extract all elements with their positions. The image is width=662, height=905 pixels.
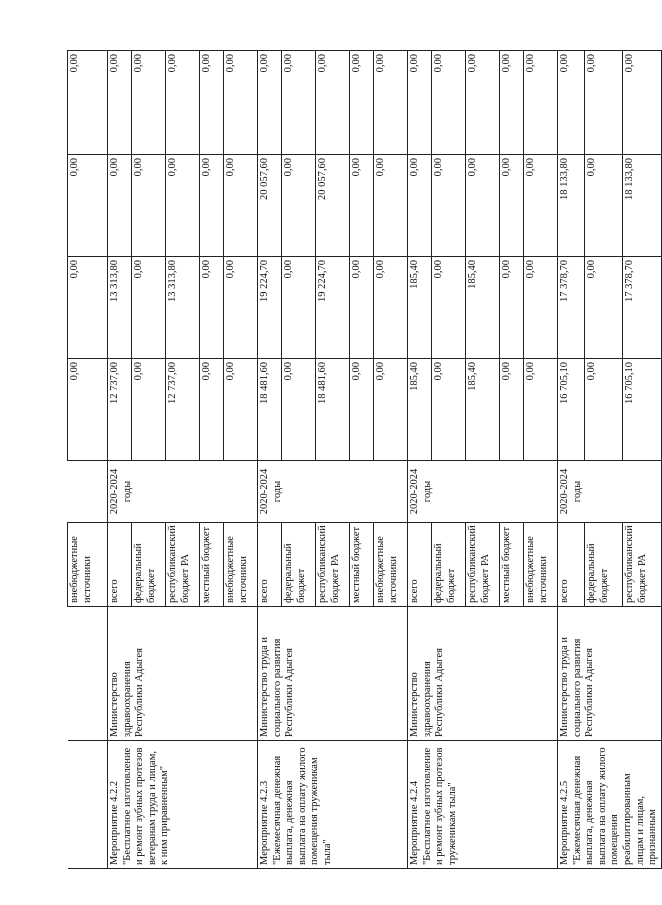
value-cell: 0,00: [224, 359, 258, 461]
value-cell: 0,00: [524, 257, 558, 359]
funding-source: местный бюджет: [200, 523, 224, 607]
value-cell: 0,00: [132, 51, 166, 155]
value-cell: 16 705,10: [558, 359, 585, 461]
value-cell: 18 481,60: [258, 359, 282, 461]
value-cell: 0,00: [282, 155, 316, 257]
value-cell: 0,00: [500, 155, 524, 257]
value-cell: 0,00: [68, 51, 108, 155]
funding-source: внебюджетные источники: [224, 523, 258, 607]
value-cell: 12 737,00: [166, 359, 200, 461]
table-body: [68, 51, 662, 869]
value-cell: 185,40: [408, 257, 432, 359]
value-cell: 0,00: [585, 51, 623, 155]
value-cell: 0,00: [500, 51, 524, 155]
value-cell: 0,00: [200, 359, 224, 461]
funding-source: республиканский бюджет РА: [166, 523, 200, 607]
source-cell: внебюджетные источники: [68, 523, 108, 607]
value-cell: 18 481,60: [316, 359, 350, 461]
value-cell: 0,00: [68, 359, 108, 461]
funding-source: федеральный бюджет: [432, 523, 466, 607]
value-cell: 0,00: [350, 257, 374, 359]
value-cell: 0,00: [224, 257, 258, 359]
value-cell: 0,00: [585, 257, 623, 359]
value-cell: 0,00: [166, 155, 200, 257]
period-cell: 2020-2024 годы: [408, 461, 558, 523]
value-cell: 185,40: [466, 257, 500, 359]
executor-name: Министерство здравоохранения Республики Адыгея: [108, 607, 258, 741]
value-cell: 18 133,80: [558, 155, 585, 257]
period-cell: 2020-2024 годы: [108, 461, 258, 523]
value-cell: 0,00: [432, 359, 466, 461]
funding-source: республиканский бюджет РА: [623, 523, 661, 607]
measure-cell: [68, 741, 108, 869]
measure-title: Мероприятие 4.2.5 "Ежемесячная денежная выплата, денежная выплата на оплату жилого помещения реабилитированным лицам и лицам, признанным: [558, 741, 662, 869]
value-cell: 13 313,80: [166, 257, 200, 359]
executor-name: Министерство труда и социального развития Республики Адыгея: [258, 607, 408, 741]
value-cell: 0,00: [132, 155, 166, 257]
funding-source: федеральный бюджет: [282, 523, 316, 607]
value-cell: 185,40: [466, 359, 500, 461]
value-cell: 17 378,70: [623, 257, 661, 359]
funding-source: внебюджетные источники: [524, 523, 558, 607]
value-cell: 18 133,80: [623, 155, 661, 257]
value-cell: 0,00: [408, 155, 432, 257]
value-cell: 0,00: [585, 155, 623, 257]
value-cell: 0,00: [432, 51, 466, 155]
value-cell: 0,00: [166, 51, 200, 155]
period-cell: 2020-2024 годы: [258, 461, 408, 523]
value-cell: 0,00: [282, 359, 316, 461]
value-cell: 0,00: [466, 51, 500, 155]
funding-source: федеральный бюджет: [132, 523, 166, 607]
table-row: [408, 51, 432, 869]
table-row: [108, 51, 132, 869]
value-cell: 13 313,80: [108, 257, 132, 359]
value-cell: 0,00: [200, 51, 224, 155]
funding-source: внебюджетные источники: [374, 523, 408, 607]
value-cell: 0,00: [200, 257, 224, 359]
table-row: [258, 51, 282, 869]
funding-source: федеральный бюджет: [585, 523, 623, 607]
measure-title: Мероприятие 4.2.4 "Бесплатное изготовление и ремонт зубных протезов труженикам тыла": [408, 741, 558, 869]
funding-source: местный бюджет: [350, 523, 374, 607]
value-cell: 185,40: [408, 359, 432, 461]
value-cell: 0,00: [500, 257, 524, 359]
executor-cell: [68, 607, 108, 741]
value-cell: 0,00: [258, 51, 282, 155]
value-cell: 0,00: [374, 257, 408, 359]
value-cell: 0,00: [466, 155, 500, 257]
value-cell: 0,00: [132, 359, 166, 461]
executor-name: Министерство труда и социального развития Республики Адыгея: [558, 607, 662, 741]
value-cell: 0,00: [524, 155, 558, 257]
funding-source: всего: [258, 523, 282, 607]
funding-source: республиканский бюджет РА: [466, 523, 500, 607]
value-cell: 12 737,00: [108, 359, 132, 461]
value-cell: 0,00: [432, 257, 466, 359]
value-cell: 0,00: [374, 51, 408, 155]
table-row: [558, 51, 585, 869]
value-cell: 0,00: [316, 51, 350, 155]
value-cell: 17 378,70: [558, 257, 585, 359]
value-cell: 0,00: [68, 257, 108, 359]
value-cell: 0,00: [408, 51, 432, 155]
value-cell: 20 057,60: [258, 155, 282, 257]
value-cell: 0,00: [524, 51, 558, 155]
value-cell: 0,00: [282, 257, 316, 359]
value-cell: 0,00: [350, 155, 374, 257]
value-cell: 0,00: [132, 257, 166, 359]
measure-title: Мероприятие 4.2.3 "Ежемесячная денежная выплата, денежная выплата на оплату жилого помещения труженикам тыла": [258, 741, 408, 869]
funding-source: всего: [558, 523, 585, 607]
value-cell: 0,00: [623, 51, 661, 155]
value-cell: 0,00: [108, 155, 132, 257]
value-cell: 0,00: [282, 51, 316, 155]
funding-source: всего: [408, 523, 432, 607]
period-cell: 2020-2024 годы: [558, 461, 662, 523]
value-cell: 0,00: [224, 155, 258, 257]
value-cell: 0,00: [350, 359, 374, 461]
value-cell: 20 057,60: [316, 155, 350, 257]
budget-table: [67, 50, 662, 869]
value-cell: 0,00: [585, 359, 623, 461]
value-cell: 0,00: [200, 155, 224, 257]
value-cell: 19 224,70: [258, 257, 282, 359]
table-row: [68, 51, 108, 869]
value-cell: 0,00: [108, 51, 132, 155]
value-cell: 0,00: [432, 155, 466, 257]
value-cell: 0,00: [224, 51, 258, 155]
funding-source: местный бюджет: [500, 523, 524, 607]
value-cell: 19 224,70: [316, 257, 350, 359]
measure-title: Мероприятие 4.2.2 "Бесплатное изготовление и ремонт зубных протезов ветеранам труда и лицам, к ним приравненным": [108, 741, 258, 869]
value-cell: 0,00: [68, 155, 108, 257]
value-cell: 0,00: [500, 359, 524, 461]
funding-source: всего: [108, 523, 132, 607]
value-cell: 16 705,10: [623, 359, 661, 461]
value-cell: 0,00: [558, 51, 585, 155]
value-cell: 0,00: [524, 359, 558, 461]
value-cell: 0,00: [350, 51, 374, 155]
value-cell: 0,00: [374, 359, 408, 461]
funding-source: республиканский бюджет РА: [316, 523, 350, 607]
value-cell: 0,00: [374, 155, 408, 257]
period-cell: [68, 461, 108, 523]
executor-name: Министерство здравоохранения Республики Адыгея: [408, 607, 558, 741]
